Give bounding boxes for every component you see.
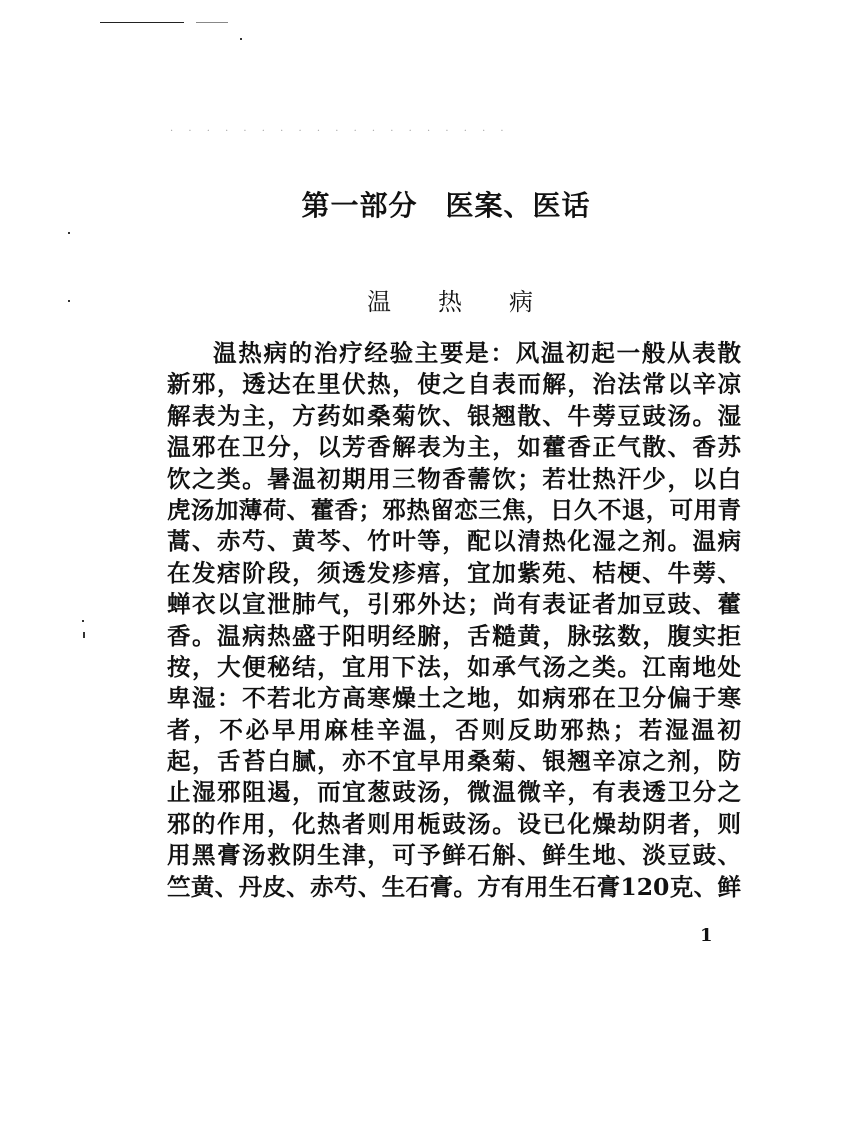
page-title <box>0 184 866 224</box>
text-line: 解表为主，方药如桑菊饮、银翘散、牛蒡豆豉汤。湿 <box>167 401 741 430</box>
scan-speck <box>68 232 70 234</box>
text-line: 止湿邪阻遏，而宜葱豉汤，微温微辛，有表透卫分之 <box>167 778 741 807</box>
scan-speck <box>68 300 70 302</box>
text-line: 温热病的治疗经验主要是：风温初起一般从表散 <box>213 339 741 367</box>
text-line: 蝉衣以宣泄肺气，引邪外达；尚有表证者加豆豉、藿 <box>167 590 741 619</box>
section-char: 温 <box>367 288 391 316</box>
section-title <box>367 282 533 317</box>
text-line: 蒿、赤芍、黄芩、竹叶等，配以清热化湿之剂。温病 <box>167 527 741 556</box>
section-char: 病 <box>509 288 533 316</box>
text-line: 饮之类。暑温初期用三物香薷饮；若壮热汗少，以白 <box>167 464 741 493</box>
text-line: 者，不必早用麻桂辛温，否则反助邪热；若湿温初 <box>167 715 741 744</box>
page-number: 1 <box>700 925 713 946</box>
part-label: 第一部分 <box>301 189 418 222</box>
text-line: 虎汤加薄荷、藿香；邪热留恋三焦，日久不退，可用青 <box>167 495 741 524</box>
text-line: 邪的作用，化热者则用栀豉汤。设已化燥劫阴者，则 <box>167 809 741 838</box>
scan-noise: · · · · · · · · · · · · · · · · · · · <box>170 126 510 137</box>
scan-speck <box>83 632 85 638</box>
text-line: 温邪在卫分，以芳香解表为主，如藿香正气散、香苏 <box>167 433 741 462</box>
section-char: 热 <box>438 288 462 316</box>
scan-rule <box>196 22 228 23</box>
scan-speck <box>240 38 242 40</box>
text-line: 竺黄、丹皮、赤芍、生石膏。方有用生石膏120克、鲜 <box>167 872 741 901</box>
text-line: 卑湿：不若北方高寒燥土之地，如病邪在卫分偏于寒 <box>167 684 741 713</box>
text-line: 按，大便秘结，宜用下法，如承气汤之类。江南地处 <box>167 652 741 681</box>
text-line: 用黑膏汤救阴生津，可予鲜石斛、鲜生地、淡豆豉、 <box>167 841 741 870</box>
scan-speck <box>82 620 84 622</box>
text-line: 新邪，透达在里伏热，使之自表而解，治法常以辛凉 <box>167 370 741 399</box>
text-line: 香。温病热盛于阳明经腑，舌糙黄，脉弦数，腹实拒 <box>167 621 741 650</box>
text-line: 起，舌苔白腻，亦不宜早用桑菊、银翘辛凉之剂，防 <box>167 747 741 776</box>
body-text <box>167 338 741 903</box>
scan-rule <box>100 22 184 23</box>
text-line: 在发痞阶段，须透发疹痦，宜加紫苑、桔梗、牛蒡、 <box>167 558 741 587</box>
chapter-title: 医案、医话 <box>445 189 591 222</box>
